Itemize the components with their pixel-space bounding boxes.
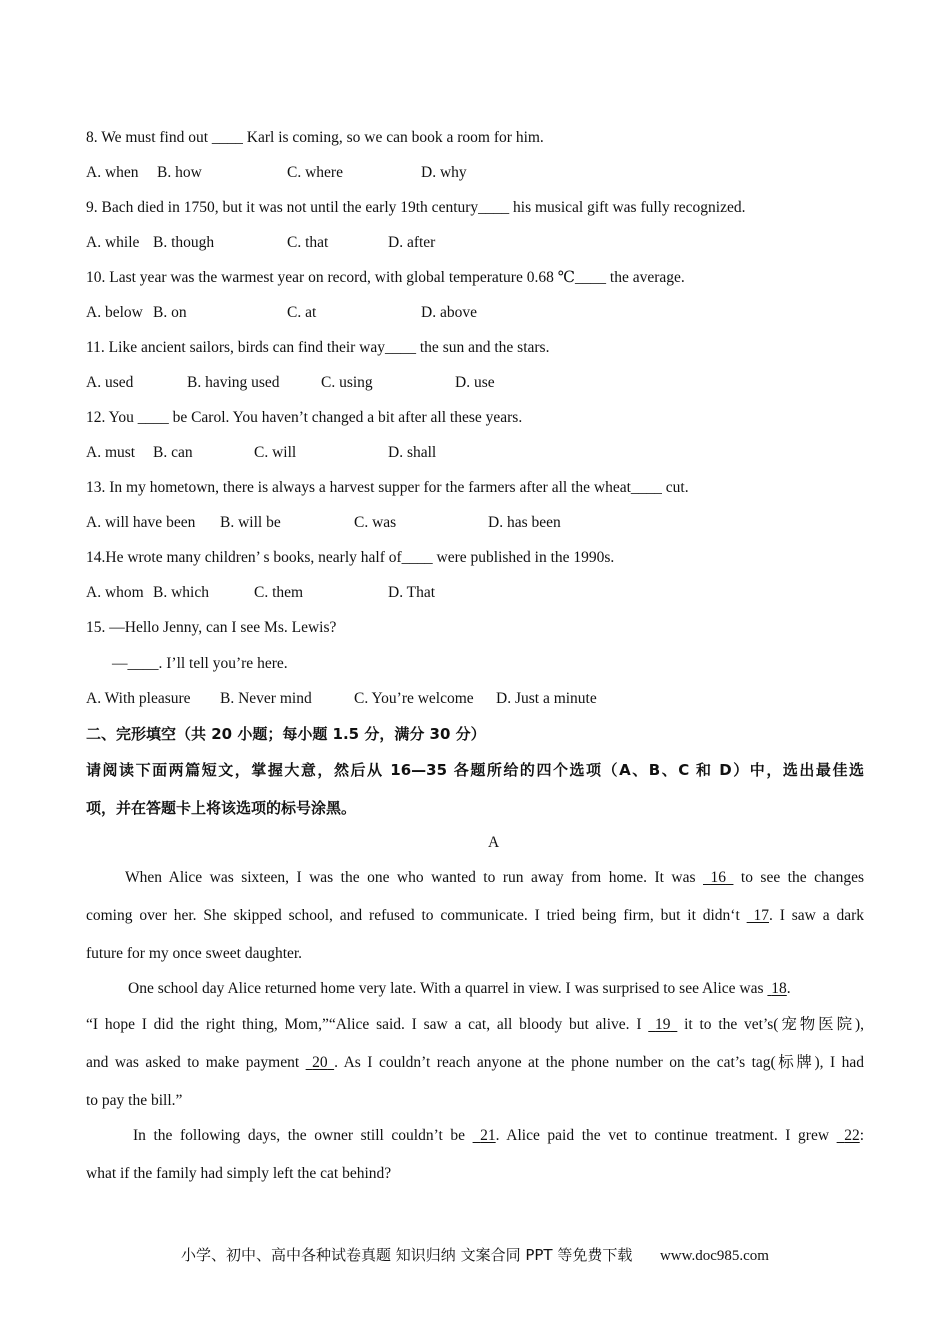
option-b: B. will be [220, 514, 281, 531]
section-instruction-line1: 请阅读下面两篇短文，掌握大意，然后从 16—35 各题所给的四个选项（A、B、C 和 D）中，选出最佳选 [86, 761, 864, 779]
option-b: B. though [153, 234, 215, 251]
option-a: A. whom [86, 584, 144, 601]
question-9-stem: 9. Bach died in 1750, but it was not until the early 19th century____ his musical gift was fully recognized. [86, 199, 746, 216]
option-a: A. when [86, 164, 139, 181]
option-b: B. having used [187, 374, 280, 391]
question-12-stem: 12. You ____ be Carol. You haven’t changed a bit after all these years. [86, 409, 523, 426]
passage-p3-line1: In the following days, the owner still couldn’t be 21. Alice paid the vet to continue treatment. I grew 22: [133, 1127, 865, 1144]
section-heading: 二、完形填空（共 20 小题；每小题 1.5 分，满分 30 分） [86, 725, 486, 743]
option-a: A. With pleasure [86, 690, 191, 707]
question-11-options [86, 373, 586, 393]
passage-p1-line2: coming over her. She skipped school, and refused to communicate. I tried being firm, but it didn‘t 17. I saw a dark [86, 907, 864, 924]
question-9-options [86, 233, 586, 253]
passage-p2-line3: and was asked to make payment 20 . As I couldn’t reach anyone at the phone number on the cat’s tag(标牌), I had [86, 1054, 865, 1071]
option-b: B. on [153, 304, 187, 321]
option-a: A. must [86, 444, 136, 461]
blank-16: 16 [710, 869, 726, 886]
passage-p1-line3: future for my once sweet daughter. [86, 945, 303, 962]
question-14-stem: 14.He wrote many children’ s books, nearly half of____ were published in the 1990s. [86, 549, 615, 566]
question-15-stem: 15. —Hello Jenny, can I see Ms. Lewis? [86, 619, 337, 636]
question-8-options [86, 163, 586, 183]
option-c: C. where [287, 164, 343, 181]
option-c: C. using [321, 374, 373, 391]
blank-17: 17 [753, 907, 769, 924]
blank-19: 19 [655, 1016, 671, 1033]
option-a: A. below [86, 304, 143, 321]
option-a: A. will have been [86, 514, 196, 531]
question-15-options [86, 689, 686, 709]
passage-label: A [488, 834, 500, 851]
passage-p1-line1: When Alice was sixteen, I was the one who wanted to run away from home. It was 16 to see the changes [125, 869, 865, 886]
blank-21: 21 [480, 1127, 496, 1144]
footer-url[interactable]: www.doc985.com [659, 1248, 769, 1264]
option-a: A. used [86, 374, 134, 391]
passage-p2-line1: One school day Alice returned home very late. With a quarrel in view. I was surprised to see Alice was 18. [128, 980, 791, 997]
blank-22: 22 [844, 1127, 860, 1144]
option-d: D. after [388, 234, 436, 251]
question-11-stem: 11. Like ancient sailors, birds can find their way____ the sun and the stars. [86, 339, 550, 356]
option-d: D. That [388, 584, 436, 601]
option-d: D. use [455, 374, 495, 391]
blank-20: 20 [312, 1054, 328, 1071]
option-b: B. can [153, 444, 193, 461]
question-14-options [86, 583, 586, 603]
question-8-stem: 8. We must find out ____ Karl is coming, so we can book a room for him. [86, 129, 544, 146]
option-c: C. them [254, 584, 304, 601]
option-c: C. You’re welcome [354, 690, 474, 707]
option-d: D. has been [488, 514, 561, 531]
option-c: C. that [287, 234, 329, 251]
passage-p3-line2: what if the family had simply left the cat behind? [86, 1165, 392, 1182]
question-10-stem: 10. Last year was the warmest year on record, with global temperature 0.68 ℃____ the average. [86, 269, 685, 286]
option-d: D. Just a minute [496, 690, 597, 707]
option-c: C. will [254, 444, 297, 461]
question-13-options [86, 513, 686, 533]
option-b: B. which [153, 584, 209, 601]
question-10-options [86, 303, 586, 323]
option-b: B. how [157, 164, 202, 181]
passage-p2-line4: to pay the bill.” [86, 1092, 183, 1109]
passage-p2-line2: “I hope I did the right thing, Mom,”“Alice said. I saw a cat, all bloody but alive. I 19 it to the vet’s(宠物医院), [86, 1016, 864, 1033]
footer-text: 小学、初中、高中各种试卷真题 知识归纳 文案合同 PPT 等免费下载 [181, 1246, 633, 1264]
option-d: D. why [421, 164, 467, 181]
question-12-options [86, 443, 586, 463]
option-d: D. above [421, 304, 477, 321]
option-a: A. while [86, 234, 140, 251]
page-footer [0, 1244, 950, 1265]
question-15-reply: —____. I’ll tell you’re here. [112, 655, 288, 672]
question-13-stem: 13. In my hometown, there is always a harvest supper for the farmers after all the wheat____ cut. [86, 479, 689, 496]
option-b: B. Never mind [220, 690, 312, 707]
option-c: C. at [287, 304, 317, 321]
section-instruction-line2: 项，并在答题卡上将该选项的标号涂黑。 [86, 799, 357, 817]
option-c: C. was [354, 514, 397, 531]
blank-18: 18 [771, 980, 787, 997]
option-d: D. shall [388, 444, 437, 461]
